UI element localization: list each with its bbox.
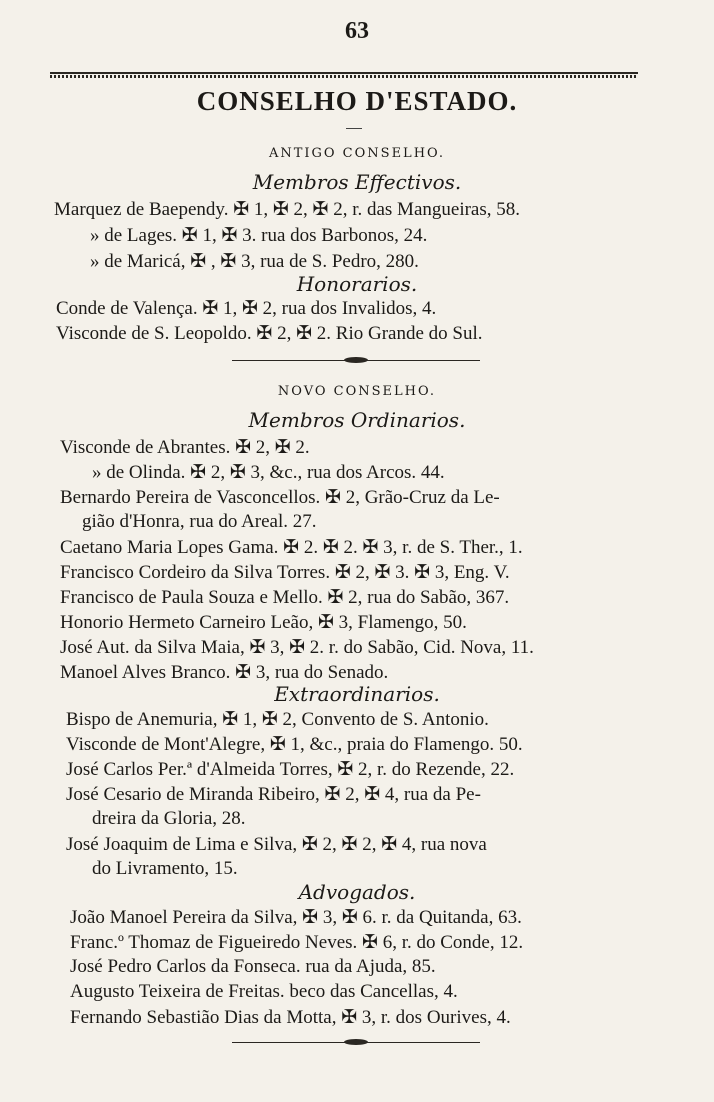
- list-item: Visconde de Mont'Alegre, ✠ 1, &c., praia do Flamengo. 50.: [66, 734, 523, 755]
- list-item: Bernardo Pereira de Vasconcellos. ✠ 2, Grão-Cruz da Le-: [60, 487, 500, 508]
- list-item: Franc.º Thomaz de Figueiredo Neves. ✠ 6, r. do Conde, 12.: [70, 932, 524, 953]
- list-item: José Aut. da Silva Maia, ✠ 3, ✠ 2. r. do Sabão, Cid. Nova, 11.: [60, 637, 534, 658]
- list-item: Honorio Hermeto Carneiro Leão, ✠ 3, Flamengo, 50.: [60, 612, 467, 633]
- list-item: Manoel Alves Branco. ✠ 3, rua do Senado.: [60, 662, 389, 683]
- list-item: Francisco Cordeiro da Silva Torres. ✠ 2, ✠ 3. ✠ 3, Eng. V.: [60, 562, 510, 583]
- list-item: João Manoel Pereira da Silva, ✠ 3, ✠ 6. r. da Quitanda, 63.: [70, 907, 522, 928]
- list-item: José Joaquim de Lima e Silva, ✠ 2, ✠ 2, ✠ 4, rua nova: [66, 834, 487, 855]
- ordinarios-heading: Membros Ordinarios.: [248, 408, 466, 432]
- list-item: Bispo de Anemuria, ✠ 1, ✠ 2, Convento de S. Antonio.: [66, 709, 489, 730]
- list-item: Conde de Valença. ✠ 1, ✠ 2, rua dos Invalidos, 4.: [56, 298, 437, 319]
- list-item: José Carlos Per.ª d'Almeida Torres, ✠ 2, r. do Rezende, 22.: [66, 759, 515, 780]
- novo-heading: NOVO CONSELHO.: [277, 384, 437, 399]
- list-item: » de Olinda. ✠ 2, ✠ 3, &c., rua dos Arcos. 44.: [92, 462, 445, 483]
- list-item: Caetano Maria Lopes Gama. ✠ 2. ✠ 2. ✠ 3, r. de S. Ther., 1.: [60, 537, 523, 558]
- list-item: José Pedro Carlos da Fonseca. rua da Ajuda, 85.: [70, 956, 436, 977]
- list-item: » de Maricá, ✠ , ✠ 3, rua de S. Pedro, 280.: [90, 251, 419, 272]
- section-divider: [232, 360, 480, 362]
- page-number: 63: [345, 18, 369, 44]
- list-item: Visconde de Abrantes. ✠ 2, ✠ 2.: [60, 437, 310, 458]
- list-item: José Cesario de Miranda Ribeiro, ✠ 2, ✠ 4, rua da Pe-: [66, 784, 481, 805]
- header-rule: [50, 72, 638, 78]
- list-item: dreira da Gloria, 28.: [92, 808, 246, 829]
- antigo-heading: ANTIGO CONSELHO.: [268, 146, 446, 161]
- list-item: Marquez de Baependy. ✠ 1, ✠ 2, ✠ 2, r. das Mangueiras, 58.: [54, 199, 521, 220]
- list-item: Francisco de Paula Souza e Mello. ✠ 2, rua do Sabão, 367.: [60, 587, 510, 608]
- honorarios-heading: Honorarios.: [296, 272, 418, 296]
- list-item: Fernando Sebastião Dias da Motta, ✠ 3, r. dos Ourives, 4.: [70, 1007, 511, 1028]
- list-item: Augusto Teixeira de Freitas. beco das Cancellas, 4.: [70, 981, 458, 1002]
- page-title: CONSELHO D'ESTADO.: [196, 86, 518, 116]
- advogados-heading: Advogados.: [298, 880, 416, 904]
- title-rule: [346, 128, 362, 129]
- extraordinarios-heading: Extraordinarios.: [274, 682, 440, 706]
- list-item: » de Lages. ✠ 1, ✠ 3. rua dos Barbonos, 24.: [90, 225, 428, 246]
- list-item: gião d'Honra, rua do Areal. 27.: [82, 511, 317, 532]
- list-item: Visconde de S. Leopoldo. ✠ 2, ✠ 2. Rio Grande do Sul.: [56, 323, 483, 344]
- list-item: do Livramento, 15.: [92, 858, 238, 879]
- section-divider: [232, 1042, 480, 1044]
- efectivos-heading: Membros Effectivos.: [252, 170, 462, 194]
